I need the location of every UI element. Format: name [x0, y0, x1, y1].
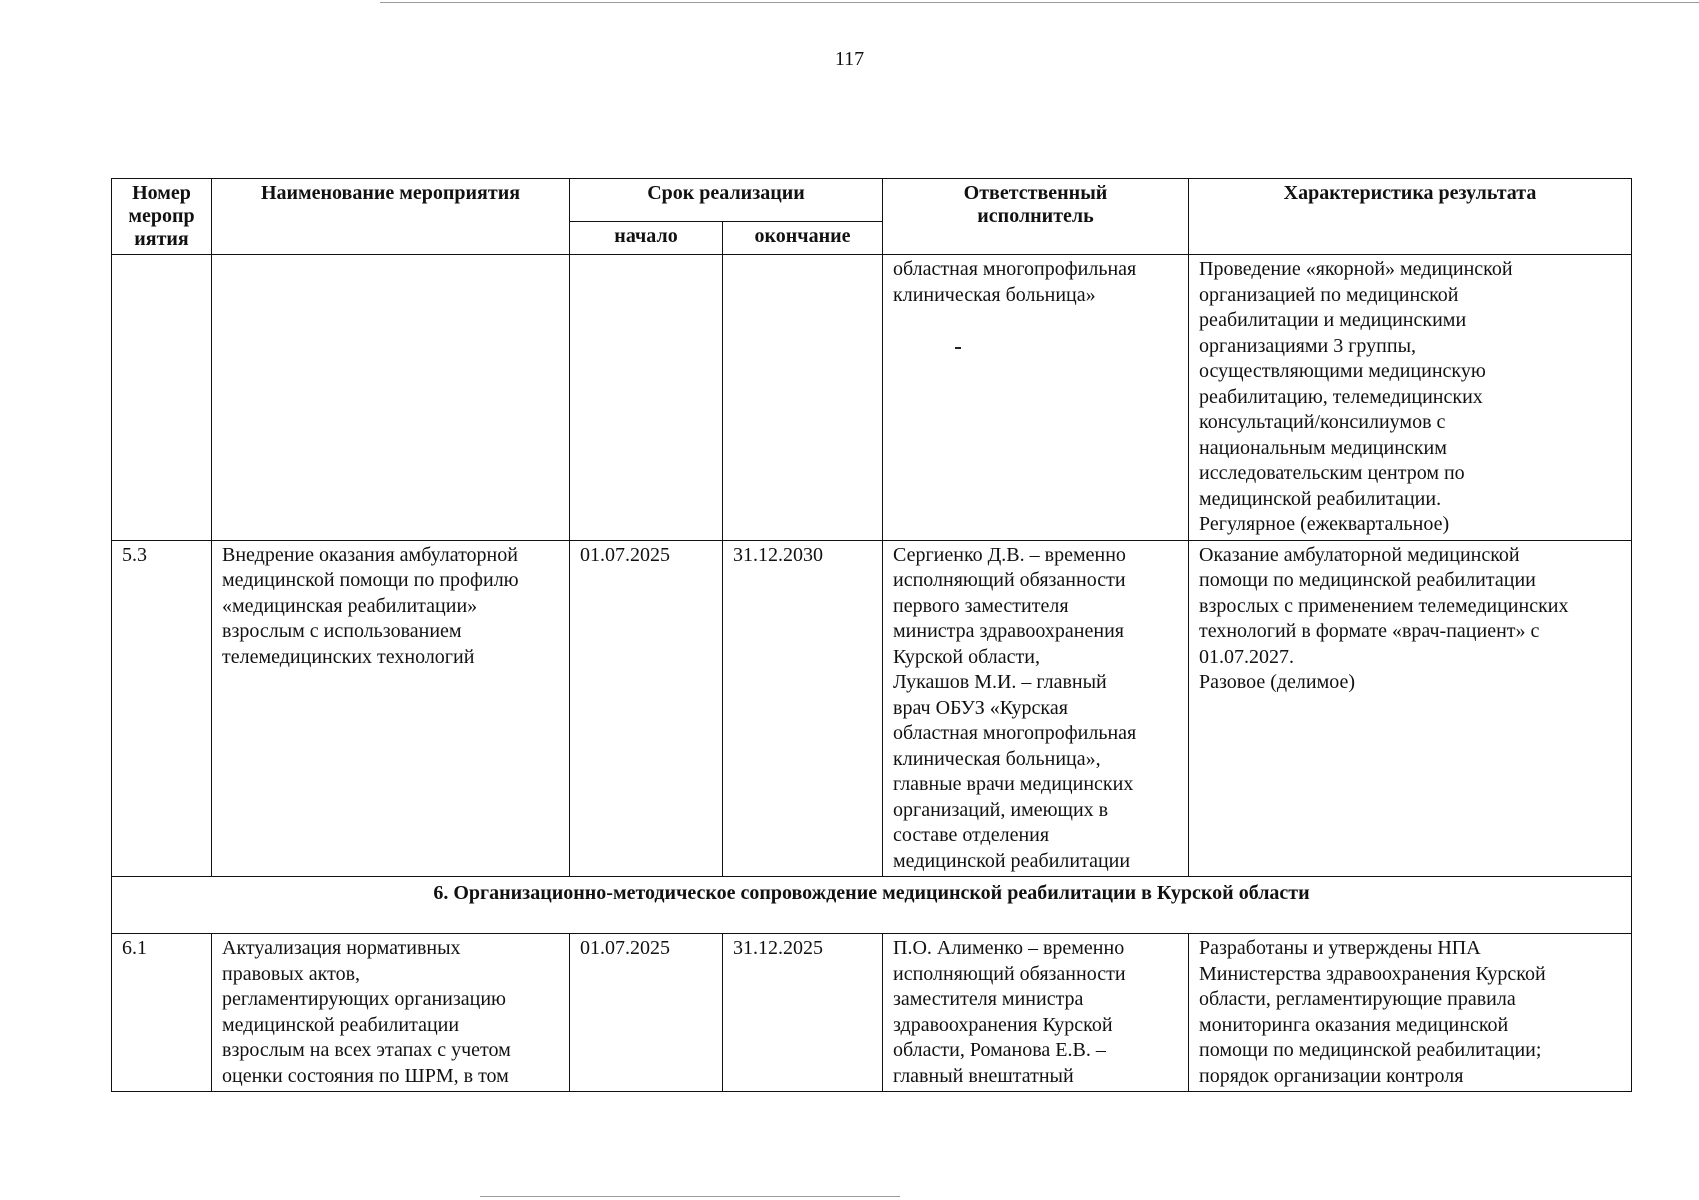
name-line: «медицинская реабилитации»: [222, 594, 478, 617]
cell-name: [212, 540, 570, 877]
header-result: Характеристика результата: [1189, 179, 1632, 255]
name-line: медицинской реабилитации: [222, 1013, 460, 1036]
result-line: Министерства здравоохранения Курской: [1199, 962, 1546, 985]
result-line: медицинской реабилитации.: [1199, 487, 1442, 510]
header-row: [112, 179, 1632, 222]
cell-end: 31.12.2030: [723, 540, 883, 877]
responsible-line: клиническая больница»: [893, 283, 1096, 306]
cell-result: [1189, 255, 1632, 541]
result-line: порядок организации контроля: [1199, 1064, 1464, 1087]
header-period-label: Срок реализации: [647, 182, 805, 204]
result-line: исследовательским центром по: [1199, 462, 1465, 484]
result-line: 01.07.2027.: [1199, 645, 1294, 668]
scan-edge-bottom: [480, 1196, 900, 1197]
name-line: Актуализация нормативных: [222, 937, 461, 959]
result-line: мониторинга оказания медицинской: [1199, 1013, 1509, 1036]
header-number-line: Номер: [132, 182, 191, 204]
cell-number: 6.1: [112, 934, 212, 1092]
result-line: организацией по медицинской: [1199, 283, 1459, 306]
header-number: [112, 179, 212, 255]
activities-table: [111, 178, 1632, 1092]
section-row: [112, 877, 1632, 934]
cell-responsible: [883, 540, 1189, 877]
name-line: регламентирующих организацию: [222, 988, 506, 1010]
responsible-line: областная многопрофильная: [893, 258, 1137, 280]
result-line: помощи по медицинской реабилитации: [1199, 569, 1536, 591]
cell-end: 31.12.2025: [723, 934, 883, 1092]
responsible-line: исполняющий обязанности: [893, 962, 1126, 985]
cell-number: [112, 255, 212, 541]
header-period: [570, 179, 883, 222]
cell-responsible: [883, 934, 1189, 1092]
responsible-line: областная многопрофильная: [893, 722, 1137, 744]
result-line: консультаций/консилиумов с: [1199, 411, 1446, 433]
result-line: области, регламентирующие правила: [1199, 988, 1516, 1010]
responsible-line: Сергиенко Д.В. – временно: [893, 543, 1126, 566]
header-name: Наименование мероприятия: [212, 179, 570, 255]
name-line: взрослым с использованием: [222, 620, 462, 642]
result-line: помощи по медицинской реабилитации;: [1199, 1039, 1542, 1061]
cell-start: 01.07.2025: [570, 540, 723, 877]
scan-speck: [955, 347, 961, 349]
responsible-line: клиническая больница»,: [893, 747, 1101, 770]
responsible-line: главные врачи медицинских: [893, 773, 1134, 795]
cell-responsible: [883, 255, 1189, 541]
header-responsible-line: Ответственный: [963, 182, 1108, 204]
result-line: организациями 3 группы,: [1199, 334, 1417, 357]
name-line: медицинской помощи по профилю: [222, 569, 519, 591]
responsible-line: главный внештатный: [893, 1064, 1074, 1087]
responsible-line: исполняющий обязанности: [893, 569, 1126, 591]
page-number: 117: [834, 48, 865, 70]
responsible-line: заместителя министра: [893, 988, 1084, 1010]
result-line: технологий в формате «врач-пациент» с: [1199, 620, 1540, 642]
header-number-line: иятия: [134, 228, 189, 250]
responsible-line: области, Романова Е.В. –: [893, 1039, 1106, 1061]
cell-result: [1189, 540, 1632, 877]
result-line: национальным медицинским: [1199, 436, 1447, 459]
name-line: Внедрение оказания амбулаторной: [222, 543, 518, 566]
table-row: [112, 255, 1632, 541]
result-line: Проведение «якорной» медицинской: [1199, 258, 1513, 280]
responsible-line: Курской области,: [893, 645, 1040, 668]
result-line: Разработаны и утверждены НПА: [1199, 937, 1481, 959]
section-title: 6. Организационно-методическое сопровождение медицинской реабилитации в Курской области: [112, 877, 1632, 934]
responsible-line: врач ОБУЗ «Курская: [893, 696, 1068, 719]
header-responsible: [883, 179, 1189, 255]
name-line: телемедицинских технологий: [222, 645, 475, 668]
responsible-line: Лукашов М.И. – главный: [893, 671, 1107, 693]
name-line: правовых актов,: [222, 962, 361, 985]
responsible-line: организаций, имеющих в: [893, 798, 1109, 821]
table-row: [112, 540, 1632, 877]
scan-edge-top: [380, 2, 1699, 3]
table-row: [112, 934, 1632, 1092]
responsible-line: министра здравоохранения: [893, 620, 1124, 642]
responsible-line: медицинской реабилитации: [893, 849, 1131, 872]
result-line: Оказание амбулаторной медицинской: [1199, 543, 1520, 566]
responsible-line: первого заместителя: [893, 594, 1069, 617]
header-responsible-line: исполнитель: [977, 205, 1094, 227]
result-line: Регулярное (ежеквартальное): [1199, 513, 1450, 535]
cell-name: [212, 934, 570, 1092]
result-line: осуществляющими медицинскую: [1199, 360, 1486, 382]
responsible-line: здравоохранения Курской: [893, 1013, 1113, 1036]
cell-start: [570, 255, 723, 541]
responsible-line: составе отделения: [893, 824, 1050, 846]
name-line: взрослым на всех этапах с учетом: [222, 1039, 511, 1061]
cell-number: 5.3: [112, 540, 212, 877]
header-end: окончание: [723, 222, 883, 255]
result-line: реабилитации и медицинскими: [1199, 309, 1467, 331]
responsible-line: П.О. Алименко – временно: [893, 937, 1125, 959]
cell-start: 01.07.2025: [570, 934, 723, 1092]
name-line: оценки состояния по ШРМ, в том: [222, 1064, 509, 1087]
result-line: Разовое (делимое): [1199, 671, 1356, 693]
header-start: начало: [570, 222, 723, 255]
cell-end: [723, 255, 883, 541]
cell-result: [1189, 934, 1632, 1092]
result-line: взрослых с применением телемедицинских: [1199, 594, 1569, 617]
header-number-line: меропр: [128, 205, 195, 227]
result-line: реабилитацию, телемедицинских: [1199, 385, 1483, 408]
cell-name: [212, 255, 570, 541]
